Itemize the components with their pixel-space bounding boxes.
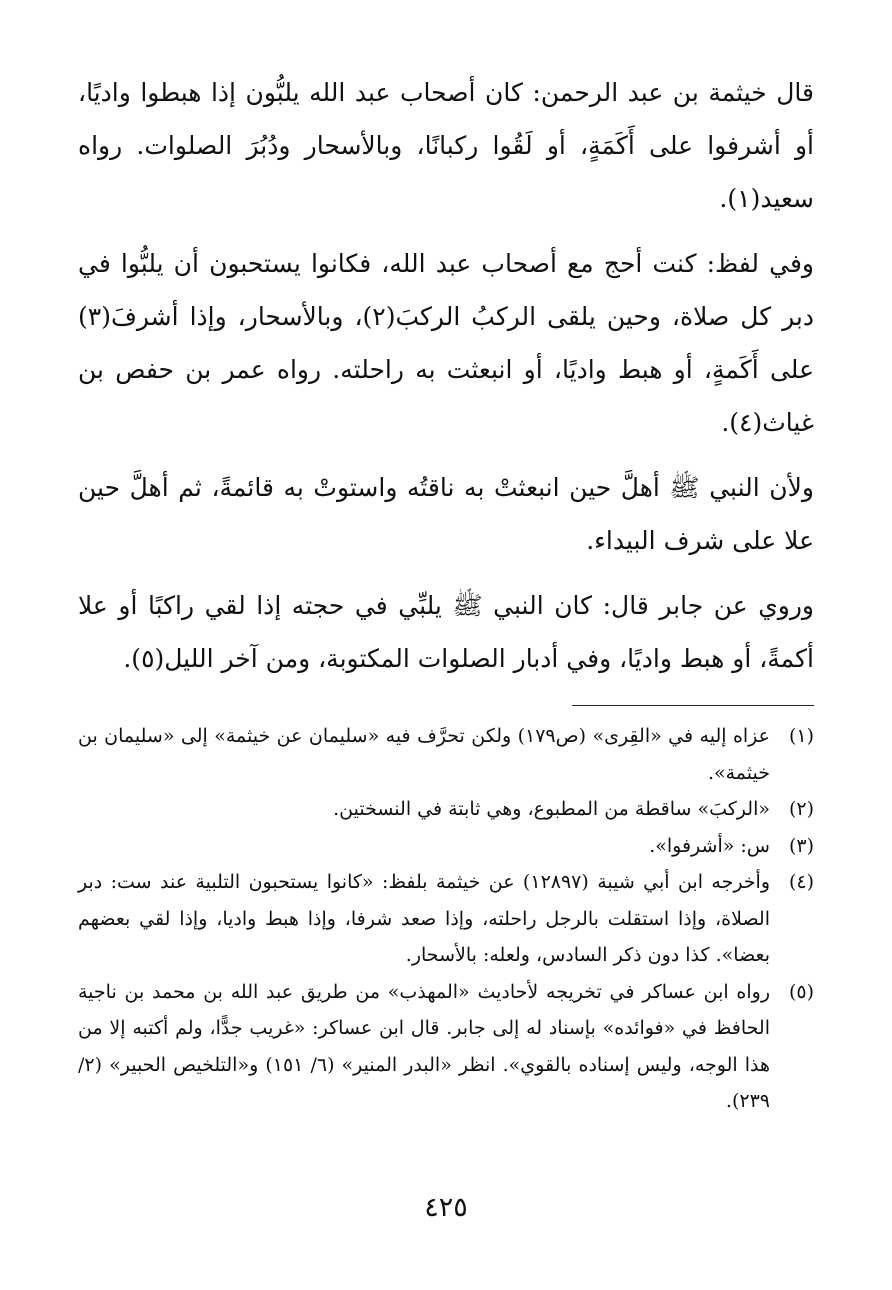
main-text xyxy=(78,66,814,697)
footnote-text: رواه ابن عساكر في تخريجه لأحاديث «المهذب» من طريق عبد الله بن محمد بن ناجية الحافظ في «فوائده» بإسناد له إلى جابر. قال ابن عساكر: «غريب جدًّا، ولم أكتبه إلا من هذا الوجه، وليس إسناده بالقوي». انظر «البدر المنير» (٦/ ١٥١) و«التلخيص الحبير» (٢/ ٢٣٩). xyxy=(78,980,770,1112)
footnote-number: (٣) xyxy=(788,834,814,857)
paragraph-other-wording: وفي لفظ: كنت أحج مع أصحاب عبد الله، فكانوا يستحبون أن يلبُّوا في دبر كل صلاة، وحين يلقى الركبُ الركبَ(٢)، وبالأسحار، وإذا أشرفَ(٣) على أَكَمةٍ، أو هبط واديًا، أو انبعثت به راحلته. رواه عمر بن حفص بن غياث(٤). xyxy=(78,249,814,437)
footnote-item xyxy=(78,718,814,791)
paragraph-prophet-ihlal: ولأن النبي ﷺ أهلَّ حين انبعثتْ به ناقتُه واستوتْ به قائمةً، ثم أهلَّ حين علا على شرف البيداء. xyxy=(78,473,814,555)
footnote-divider xyxy=(572,705,814,706)
footnote-number: (١) xyxy=(788,725,814,747)
footnote-number: (٢) xyxy=(788,798,814,820)
footnote-number: (٤) xyxy=(788,871,814,893)
footnote-text: وأخرجه ابن أبي شيبة (١٢٨٩٧) عن خيثمة بلفظ: «كانوا يستحبون التلبية عند ست: دبر الصلاة، وإذا استقلت بالرجل راحلته، وإذا صعد شرفا، وإذا هبط واديا، وإذا لقي بعضهم بعضا». كذا دون ذكر السادس، ولعله: بالأسحار. xyxy=(78,871,771,966)
footnote-text: «الركبَ» ساقطة من المطبوع، وهي ثابتة في النسختين. xyxy=(333,798,770,820)
paragraph-khaythama: قال خيثمة بن عبد الرحمن: كان أصحاب عبد الله يلبُّون إذا هبطوا واديًا، أو أشرفوا على أَكَمَةٍ، أو لَقُوا ركبانًا، وبالأسحار ودُبُرَ الصلوات. رواه سعيد(١). xyxy=(78,78,814,213)
footnote-number: (٥) xyxy=(788,980,814,1003)
footnotes xyxy=(78,718,814,1120)
paragraph-jabir: وروي عن جابر قال: كان النبي ﷺ يلبِّي في حجته إذا لقي راكبًا أو علا أكمةً، أو هبط واديًا، وفي أدبار الصلوات المكتوبة، ومن آخر الليل(٥). xyxy=(78,591,814,673)
footnote-item xyxy=(78,828,814,865)
footnote-item xyxy=(78,974,814,1120)
footnote-text: س: «أشرفوا». xyxy=(649,834,770,857)
page-number: ٤٢٥ xyxy=(424,1192,468,1223)
footnote-item xyxy=(78,791,814,828)
footnote-item xyxy=(78,864,814,974)
footnote-text: عزاه إليه في «القِرى» (ص١٧٩) ولكن تحرَّف فيه «سليمان عن خيثمة» إلى «سليمان بن خيثمة». xyxy=(78,725,770,784)
